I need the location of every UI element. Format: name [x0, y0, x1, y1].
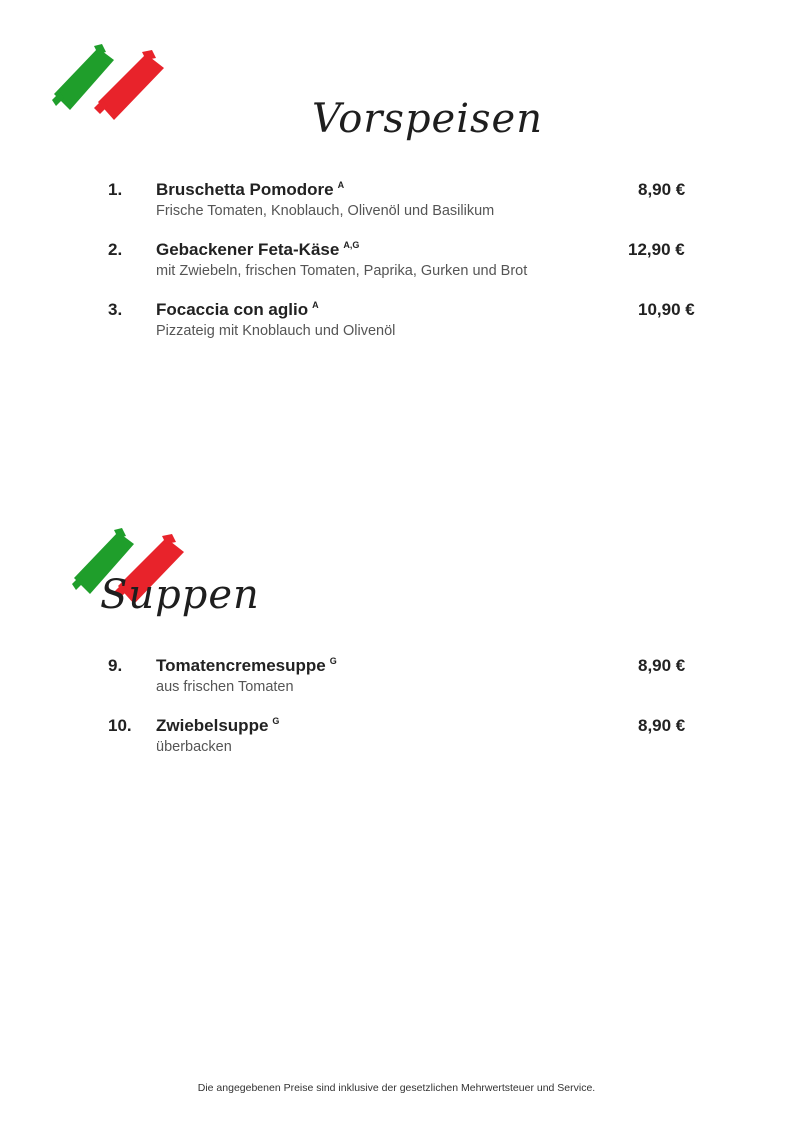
item-name: Zwiebelsuppe $^G$: [156, 716, 280, 735]
italian-flag-brush-icon: [50, 44, 170, 124]
item-price: 10,90 €: [638, 300, 695, 319]
item-price: 8,90 €: [638, 180, 686, 199]
item-price: 8,90 €: [638, 716, 686, 735]
allergen-code: G: [272, 716, 280, 727]
item-name: Gebackener Feta-Käse $^{A,G}$: [156, 240, 360, 259]
item-number: 9.: [108, 656, 123, 675]
menu-item: [0, 300, 793, 350]
item-number: 1.: [108, 180, 123, 199]
item-description: Pizzateig mit Knoblauch und Olivenöl: [156, 323, 396, 339]
item-number: 2.: [108, 240, 123, 259]
item-description: mit Zwiebeln, frischen Tomaten, Paprika, Gurken und Brot: [156, 263, 528, 279]
allergen-code: A: [337, 180, 345, 191]
allergen-code: A: [312, 300, 319, 311]
menu-item: [0, 716, 793, 766]
item-description: Frische Tomaten, Knoblauch, Olivenöl und Basilikum: [156, 203, 495, 219]
item-price: 12,90 €: [628, 240, 685, 259]
item-name: Tomatencremesuppe $^G$: [156, 656, 337, 675]
item-name: Bruschetta Pomodore $^A$: [156, 180, 345, 199]
footer-note: Die angegebenen Preise sind inklusive der gesetzlichen Mehrwertsteuer und Service.: [197, 1082, 596, 1094]
item-name: Focaccia con aglio $^A$: [156, 300, 319, 319]
section-title-vorspeisen: Vorspeisen: [312, 96, 543, 142]
menu-item: [0, 240, 793, 290]
menu-item: [0, 656, 793, 706]
item-description: überbacken: [156, 739, 232, 755]
allergen-code: G: [329, 656, 337, 667]
item-number: 3.: [108, 300, 123, 319]
menu-item: [0, 180, 793, 230]
item-price: 8,90 €: [638, 656, 686, 675]
item-number: 10.: [108, 716, 132, 735]
item-description: aus frischen Tomaten: [156, 679, 294, 695]
allergen-code: A,G: [343, 240, 360, 251]
section-title-suppen: Suppen: [100, 572, 260, 618]
